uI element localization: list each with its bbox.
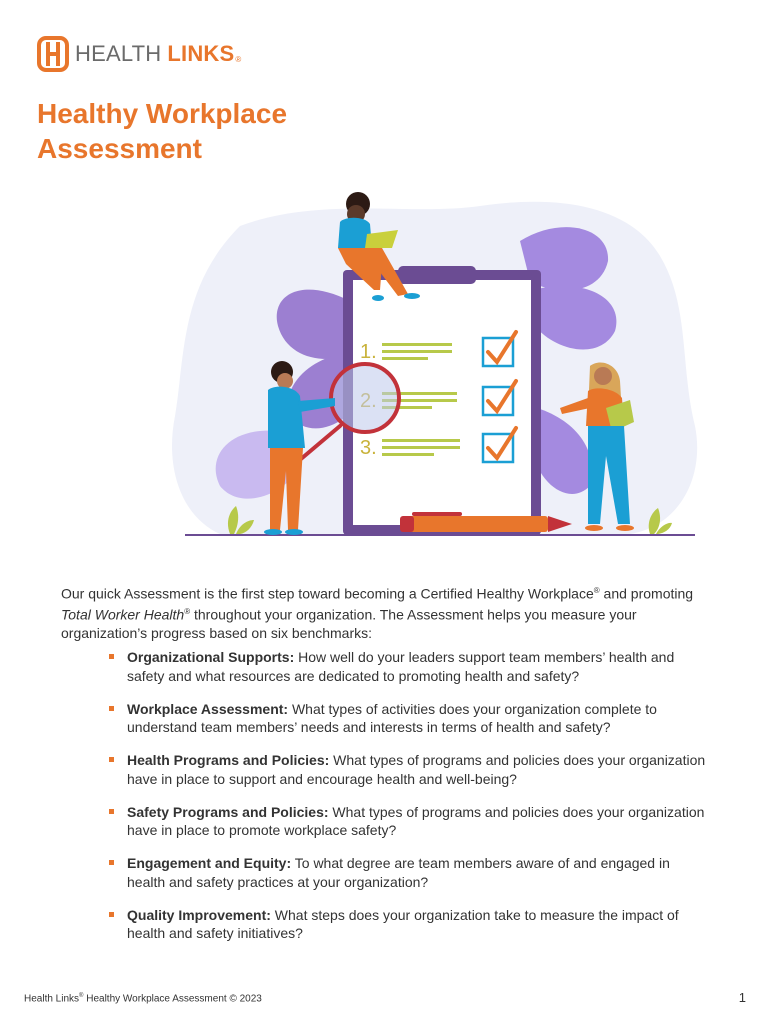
footer-brand: Health Links — [24, 993, 80, 1005]
checkbox-check-icon — [483, 428, 516, 462]
assessment-illustration — [160, 186, 700, 548]
registered-mark: ® — [593, 586, 600, 595]
list-item — [109, 648, 709, 685]
benchmark-text: How well do your leaders support team members’ health and safety and what resources are dedicated to promoting health and safety? — [127, 649, 675, 684]
logo-word-health: HEALTH — [75, 41, 162, 66]
checkbox-check-icon — [483, 381, 516, 415]
list-item — [109, 700, 709, 737]
intro-text-1: Our quick Assessment is the first step toward becoming a Certified Healthy Workplace — [61, 585, 594, 602]
benchmark-title: Health Programs and Policies: — [127, 752, 330, 768]
bullet-square-icon — [109, 912, 114, 917]
list-item — [109, 854, 709, 891]
registered-mark: ® — [184, 607, 191, 617]
intro-text-3: throughout your organization. The Assessment helps you measure your organization’s progress based on six benchmarks: — [61, 606, 637, 642]
intro-paragraph — [61, 582, 721, 643]
intro-text-2: and promoting — [599, 585, 694, 602]
bullet-square-icon — [109, 706, 114, 711]
list-item — [109, 803, 709, 840]
registered-mark: ® — [79, 993, 84, 999]
footer-text: Healthy Workplace Assessment © 2023 — [83, 993, 262, 1005]
health-links-logo-icon — [37, 36, 69, 72]
benchmark-title: Engagement and Equity: — [127, 855, 292, 871]
logo-word-links: LINKS — [167, 41, 235, 66]
logo-registered-mark: ® — [235, 55, 242, 64]
page-footer — [24, 993, 262, 1004]
clipboard-clip — [398, 266, 476, 284]
page-title — [37, 96, 287, 166]
benchmark-text: To what degree are team members aware of and engaged in health and safety practices at your organization? — [127, 855, 670, 890]
logo-wordmark — [75, 41, 241, 67]
checklist-number: 1. — [360, 341, 377, 363]
page-title-line-1: Healthy Workplace — [37, 98, 288, 129]
benchmark-title: Safety Programs and Policies: — [127, 803, 329, 820]
list-item — [109, 906, 709, 943]
benchmark-title: Quality Improvement: — [127, 906, 271, 923]
checkbox-check-icon — [483, 332, 516, 366]
benchmark-text: What types of programs and policies does your organization have in place to support and encourage health and well-being? — [127, 752, 706, 787]
page-title-line-2: Assessment — [37, 133, 202, 164]
checklist-number: 3. — [360, 437, 377, 459]
bullet-square-icon — [109, 757, 114, 762]
page-number: 1 — [738, 990, 746, 1005]
benchmark-text: What steps does your organization take to measure the impact of health and safety initiatives? — [127, 906, 679, 941]
benchmark-text: What types of programs and policies does your organization have in place to promote workplace safety? — [127, 803, 705, 838]
benchmark-title: Workplace Assessment: — [127, 700, 289, 717]
benchmark-list — [109, 648, 709, 957]
bullet-square-icon — [109, 860, 114, 865]
list-item — [109, 751, 709, 788]
benchmark-title: Organizational Supports: — [127, 649, 295, 665]
bullet-square-icon — [109, 654, 114, 659]
health-links-logo — [37, 36, 241, 72]
intro-italic: Total Worker Health — [61, 606, 185, 623]
bullet-square-icon — [109, 809, 114, 814]
benchmark-text: What types of activities does your organization complete to understand team members’ needs and interests in terms of health and safety? — [127, 700, 657, 735]
